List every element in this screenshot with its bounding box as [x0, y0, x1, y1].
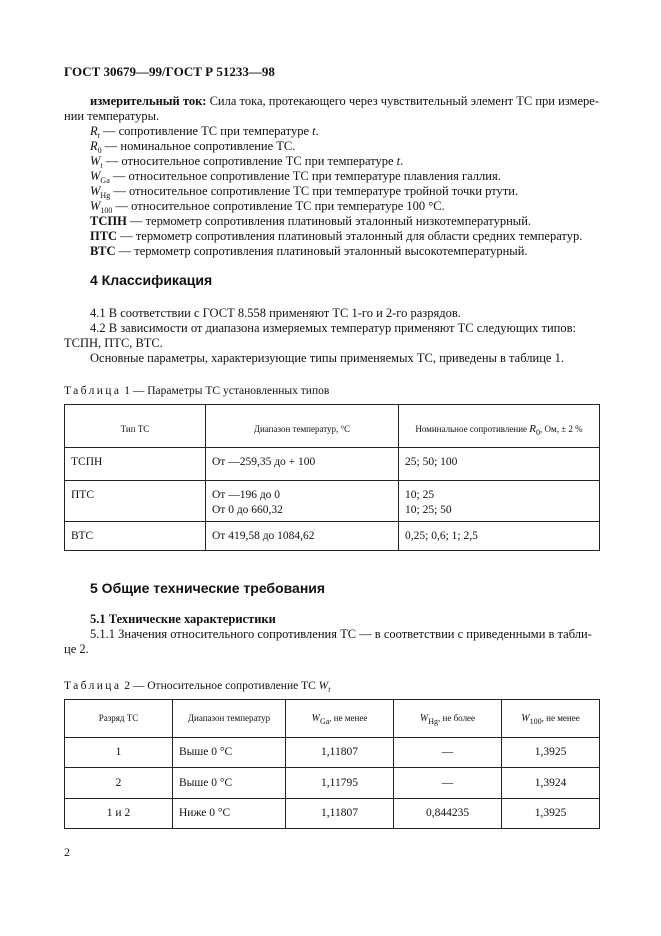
page-number: 2	[64, 845, 70, 859]
header-grade: Разряд ТС	[65, 700, 173, 738]
header-range: Диапазон температур, °С	[206, 405, 399, 448]
table-row	[65, 738, 600, 768]
cell-resistance: 10; 25 10; 25; 50	[399, 481, 600, 522]
definitions-block	[64, 94, 599, 259]
header-type: Тип ТС	[65, 405, 206, 448]
paragraph-4-3: Основные параметры, характеризующие типы применяемых ТС, приведены в таблице 1.	[90, 351, 564, 365]
definition-r0: $R_0$ — номинальное сопротивление ТС.	[90, 139, 296, 155]
cell-range: Выше 0 °С	[173, 738, 286, 768]
cell-range: Выше 0 °С	[173, 768, 286, 799]
cell-w100: 1,3925	[502, 738, 600, 768]
table-row	[65, 799, 600, 829]
cell-range: От —259,35 до + 100	[206, 448, 399, 481]
section-5-body	[64, 612, 599, 657]
definition-wt: $W_t$ — относительное сопротивление ТС при температуре t.	[90, 154, 404, 170]
table-row	[65, 768, 600, 799]
cell-wga: 1,11807	[286, 799, 394, 829]
section-5-title: 5 Общие технические требования	[90, 580, 326, 596]
definition-measuring-current: измерительный ток: Сила тока, протекающего через чувствительный элемент ТС при измере-	[90, 94, 599, 108]
paragraph-5-1-1-continuation: це 2.	[64, 642, 89, 656]
cell-resistance: 25; 50; 100	[399, 448, 600, 481]
section-4-title: 4 Классификация	[90, 272, 213, 288]
section-4-body	[64, 306, 599, 366]
cell-whg: —	[394, 738, 502, 768]
definition-pts: ПТС — термометр сопротивления платиновый эталонный для области средних температур.	[90, 229, 583, 243]
definition-whg: $W_{Hg}$ — относительное сопротивление ТС при температуре тройной точки ртути.	[90, 184, 519, 200]
document-header: ГОСТ 30679—99/ГОСТ Р 51233—98	[64, 64, 275, 79]
definition-vts: ВТС — термометр сопротивления платиновый эталонный высокотемпературный.	[90, 244, 528, 258]
header-resistance: Номинальное сопротивление $R_0$, Ом, ± 2 %	[399, 405, 600, 448]
header-wga: $W_{Ga}$, не менее	[286, 700, 394, 738]
paragraph-4-1: 4.1 В соответствии с ГОСТ 8.558 применяют ТС 1-го и 2-го разрядов.	[90, 306, 461, 320]
paragraph-5-1-1: 5.1.1 Значения относительного сопротивления ТС — в соответствии с приведенными в табли-	[90, 627, 592, 641]
table-1	[64, 404, 600, 551]
cell-resistance: 0,25; 0,6; 1; 2,5	[399, 522, 600, 551]
table-row	[65, 448, 600, 481]
cell-w100: 1,3925	[502, 799, 600, 829]
cell-wga: 1,11807	[286, 738, 394, 768]
cell-whg: 0,844235	[394, 799, 502, 829]
cell-range: Ниже 0 °С	[173, 799, 286, 829]
cell-grade: 1	[65, 738, 173, 768]
cell-type: ПТС	[65, 481, 206, 522]
paragraph-4-2-continuation: ТСПН, ПТС, ВТС.	[64, 336, 163, 350]
table-row	[65, 481, 600, 522]
cell-type: ТСПН	[65, 448, 206, 481]
definition-rt: $R_t$ — сопротивление ТС при температуре t.	[90, 124, 319, 140]
table-2	[64, 699, 600, 829]
term: измерительный ток:	[90, 94, 207, 108]
cell-range: От 419,58 до 1084,62	[206, 522, 399, 551]
cell-range: От —196 до 0 От 0 до 660,32	[206, 481, 399, 522]
cell-wga: 1,11795	[286, 768, 394, 799]
definition-continuation: нии температуры.	[64, 109, 160, 123]
header-w100: $W_{100}$, не менее	[502, 700, 600, 738]
paragraph-4-2: 4.2 В зависимости от диапазона измеряемых температур применяют ТС следующих типов:	[90, 321, 576, 335]
definition-tspn: ТСПН — термометр сопротивления платиновый эталонный низкотемпературный.	[90, 214, 532, 228]
definition-w100: $W_{100}$ — относительное сопротивление ТС при температуре 100 °С.	[90, 199, 445, 215]
cell-grade: 1 и 2	[65, 799, 173, 829]
table-1-caption: Таблица 1 — Параметры ТС установленных типов	[64, 385, 330, 397]
header-whg: $W_{Hg}$, не более	[394, 700, 502, 738]
cell-type: ВТС	[65, 522, 206, 551]
definition-wga: $W_{Ga}$ — относительное сопротивление ТС при температуре плавления галлия.	[90, 169, 501, 185]
table-header-row	[65, 700, 600, 738]
table-row	[65, 522, 600, 551]
table-header-row	[65, 405, 600, 448]
header-range: Диапазон температур	[173, 700, 286, 738]
subsection-5-1-title: 5.1 Технические характеристики	[90, 612, 276, 626]
table-2-caption: Таблица 2 — Относительное сопротивление ТС $W_t$	[64, 680, 331, 694]
cell-whg: —	[394, 768, 502, 799]
cell-grade: 2	[65, 768, 173, 799]
cell-w100: 1,3924	[502, 768, 600, 799]
